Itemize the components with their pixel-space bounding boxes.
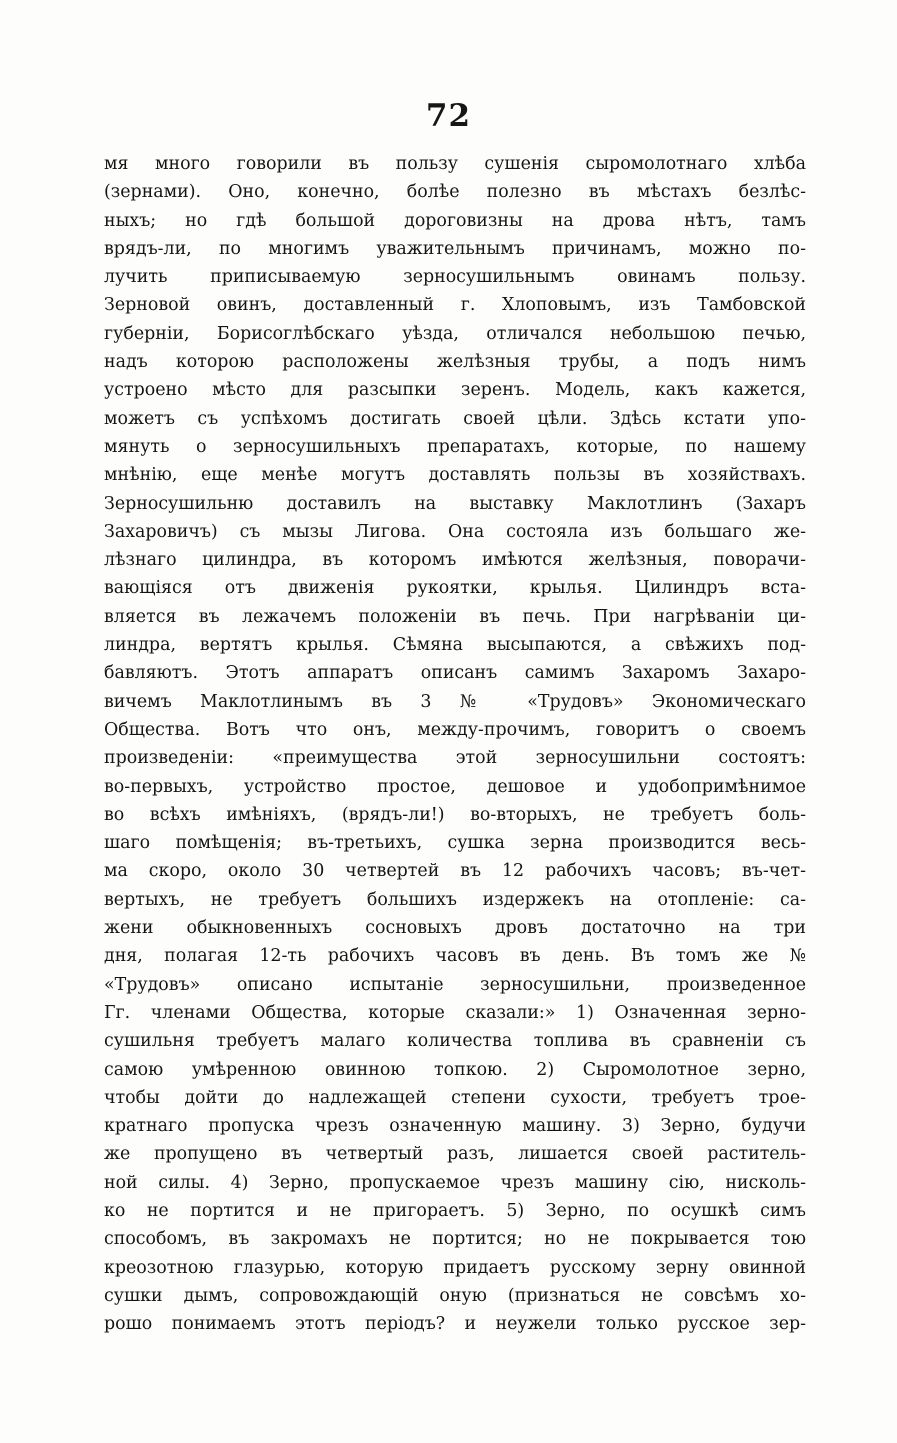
text-line: Гг. членами Общества, которые сказали:» 1) Означенная зерно- xyxy=(104,1002,806,1023)
text-line: ныхъ; но гдѣ большой дороговизны на дрова нѣтъ, тамъ xyxy=(104,210,806,231)
text-line: бавляютъ. Этотъ аппаратъ описанъ самимъ Захаромъ Захаро- xyxy=(104,663,806,684)
text-line: Зерносушильню доставилъ на выставку Маклотлинъ (Захаръ xyxy=(104,493,806,514)
text-line: надъ которою расположены желѣзныя трубы, а подъ нимъ xyxy=(104,352,806,373)
text-line: способомъ, въ закромахъ не портится; но не покрывается тою xyxy=(104,1229,806,1250)
text-line: ной силы. 4) Зерно, пропускаемое чрезъ машину сію, нисколь- xyxy=(104,1172,806,1193)
text-line: «Трудовъ» описано испытаніе зерносушильни, произведенное xyxy=(104,974,806,995)
text-line: (зернами). Оно, конечно, болѣе полезно въ мѣстахъ безлѣс- xyxy=(104,182,806,203)
text-line: жени обыкновенныхъ сосновыхъ дровъ достаточно на три xyxy=(104,918,806,939)
text-line: мнѣнію, еще менѣе могутъ доставлять пользы въ хозяйствахъ. xyxy=(104,465,806,486)
text-line: во-первыхъ, устройство простое, дешовое и удобопримѣнимое xyxy=(104,776,806,797)
text-line: сушки дымъ, сопровождающій оную (признаться не совсѣмъ хо- xyxy=(104,1285,806,1306)
text-line: дня, полагая 12-ть рабочихъ часовъ въ день. Въ томъ же № xyxy=(104,946,806,967)
text-line: самою умѣренною овинною топкою. 2) Сыромолотное зерно, xyxy=(104,1059,806,1080)
text-line: сушильня требуетъ малаго количества топлива въ сравненіи съ xyxy=(104,1031,806,1052)
text-line: произведеніи: «преимущества этой зерносушильни состоятъ: xyxy=(104,748,806,769)
page-number: 72 xyxy=(425,98,472,134)
text-line: креозотною глазурью, которую придаетъ русскому зерну овинной xyxy=(104,1257,806,1278)
text-line: мя много говорили въ пользу сушенія сыромолотнаго хлѣба xyxy=(104,154,806,174)
body-text xyxy=(104,150,806,1338)
text-line: вляется въ лежачемъ положеніи въ печь. При нагрѣваніи ци- xyxy=(104,606,806,627)
text-line: лѣзнаго цилиндра, въ которомъ имѣются желѣзныя, поворачи- xyxy=(104,550,806,571)
text-line: лучить приписываемую зерносушильнымъ овинамъ пользу. xyxy=(104,267,806,288)
text-line: ма скоро, около 30 четвертей въ 12 рабочихъ часовъ; въ-чет- xyxy=(104,861,806,882)
text-line: Общества. Вотъ что онъ, между-прочимъ, говоритъ о своемъ xyxy=(104,719,806,740)
text-line: можетъ съ успѣхомъ достигать своей цѣли. Здѣсь кстати упо- xyxy=(104,408,806,429)
text-line: чтобы дойти до надлежащей степени сухости, требуетъ трое- xyxy=(104,1087,806,1108)
text-line: шаго помѣщенія; въ-третьихъ, сушка зерна производится весь- xyxy=(104,833,806,854)
text-line: вающіяся отъ движенія рукоятки, крылья. Цилиндръ вста- xyxy=(104,578,806,599)
text-line: рошо понимаемъ этотъ періодъ? и неужели только русское зер- xyxy=(104,1314,806,1335)
text-line: же пропущено въ четвертый разъ, лишается своей раститель- xyxy=(104,1144,806,1165)
text-line: линдра, вертятъ крылья. Сѣмяна высыпаются, а свѣжихъ под- xyxy=(104,635,806,656)
text-line: вичемъ Маклотлинымъ въ 3 № «Трудовъ» Экономическаго xyxy=(104,691,806,712)
text-line: кратнаго пропуска чрезъ означенную машину. 3) Зерно, будучи xyxy=(104,1116,806,1137)
text-line: врядъ-ли, по многимъ уважительнымъ причинамъ, можно по- xyxy=(104,238,806,259)
text-line: Зерновой овинъ, доставленный г. Хлоповымъ, изъ Тамбовской xyxy=(104,295,806,316)
text-line: мянуть о зерносушильныхъ препаратахъ, которые, по нашему xyxy=(104,436,806,457)
text-line: губерніи, Борисоглѣбскаго уѣзда, отличался небольшою печью, xyxy=(104,323,806,344)
text-line: устроено мѣсто для разсыпки зеренъ. Модель, какъ кажется, xyxy=(104,380,806,401)
text-line: во всѣхъ имѣніяхъ, (врядъ-ли!) во-вторыхъ, не требуетъ боль- xyxy=(104,804,806,825)
text-line: вертыхъ, не требуетъ большихъ издержекъ на отопленіе: са- xyxy=(104,889,806,910)
text-line: Захаровичъ) съ мызы Лигова. Она состояла изъ большаго же- xyxy=(104,521,806,542)
text-line: ко не портится и не пригораетъ. 5) Зерно, по осушкѣ симъ xyxy=(104,1200,806,1221)
